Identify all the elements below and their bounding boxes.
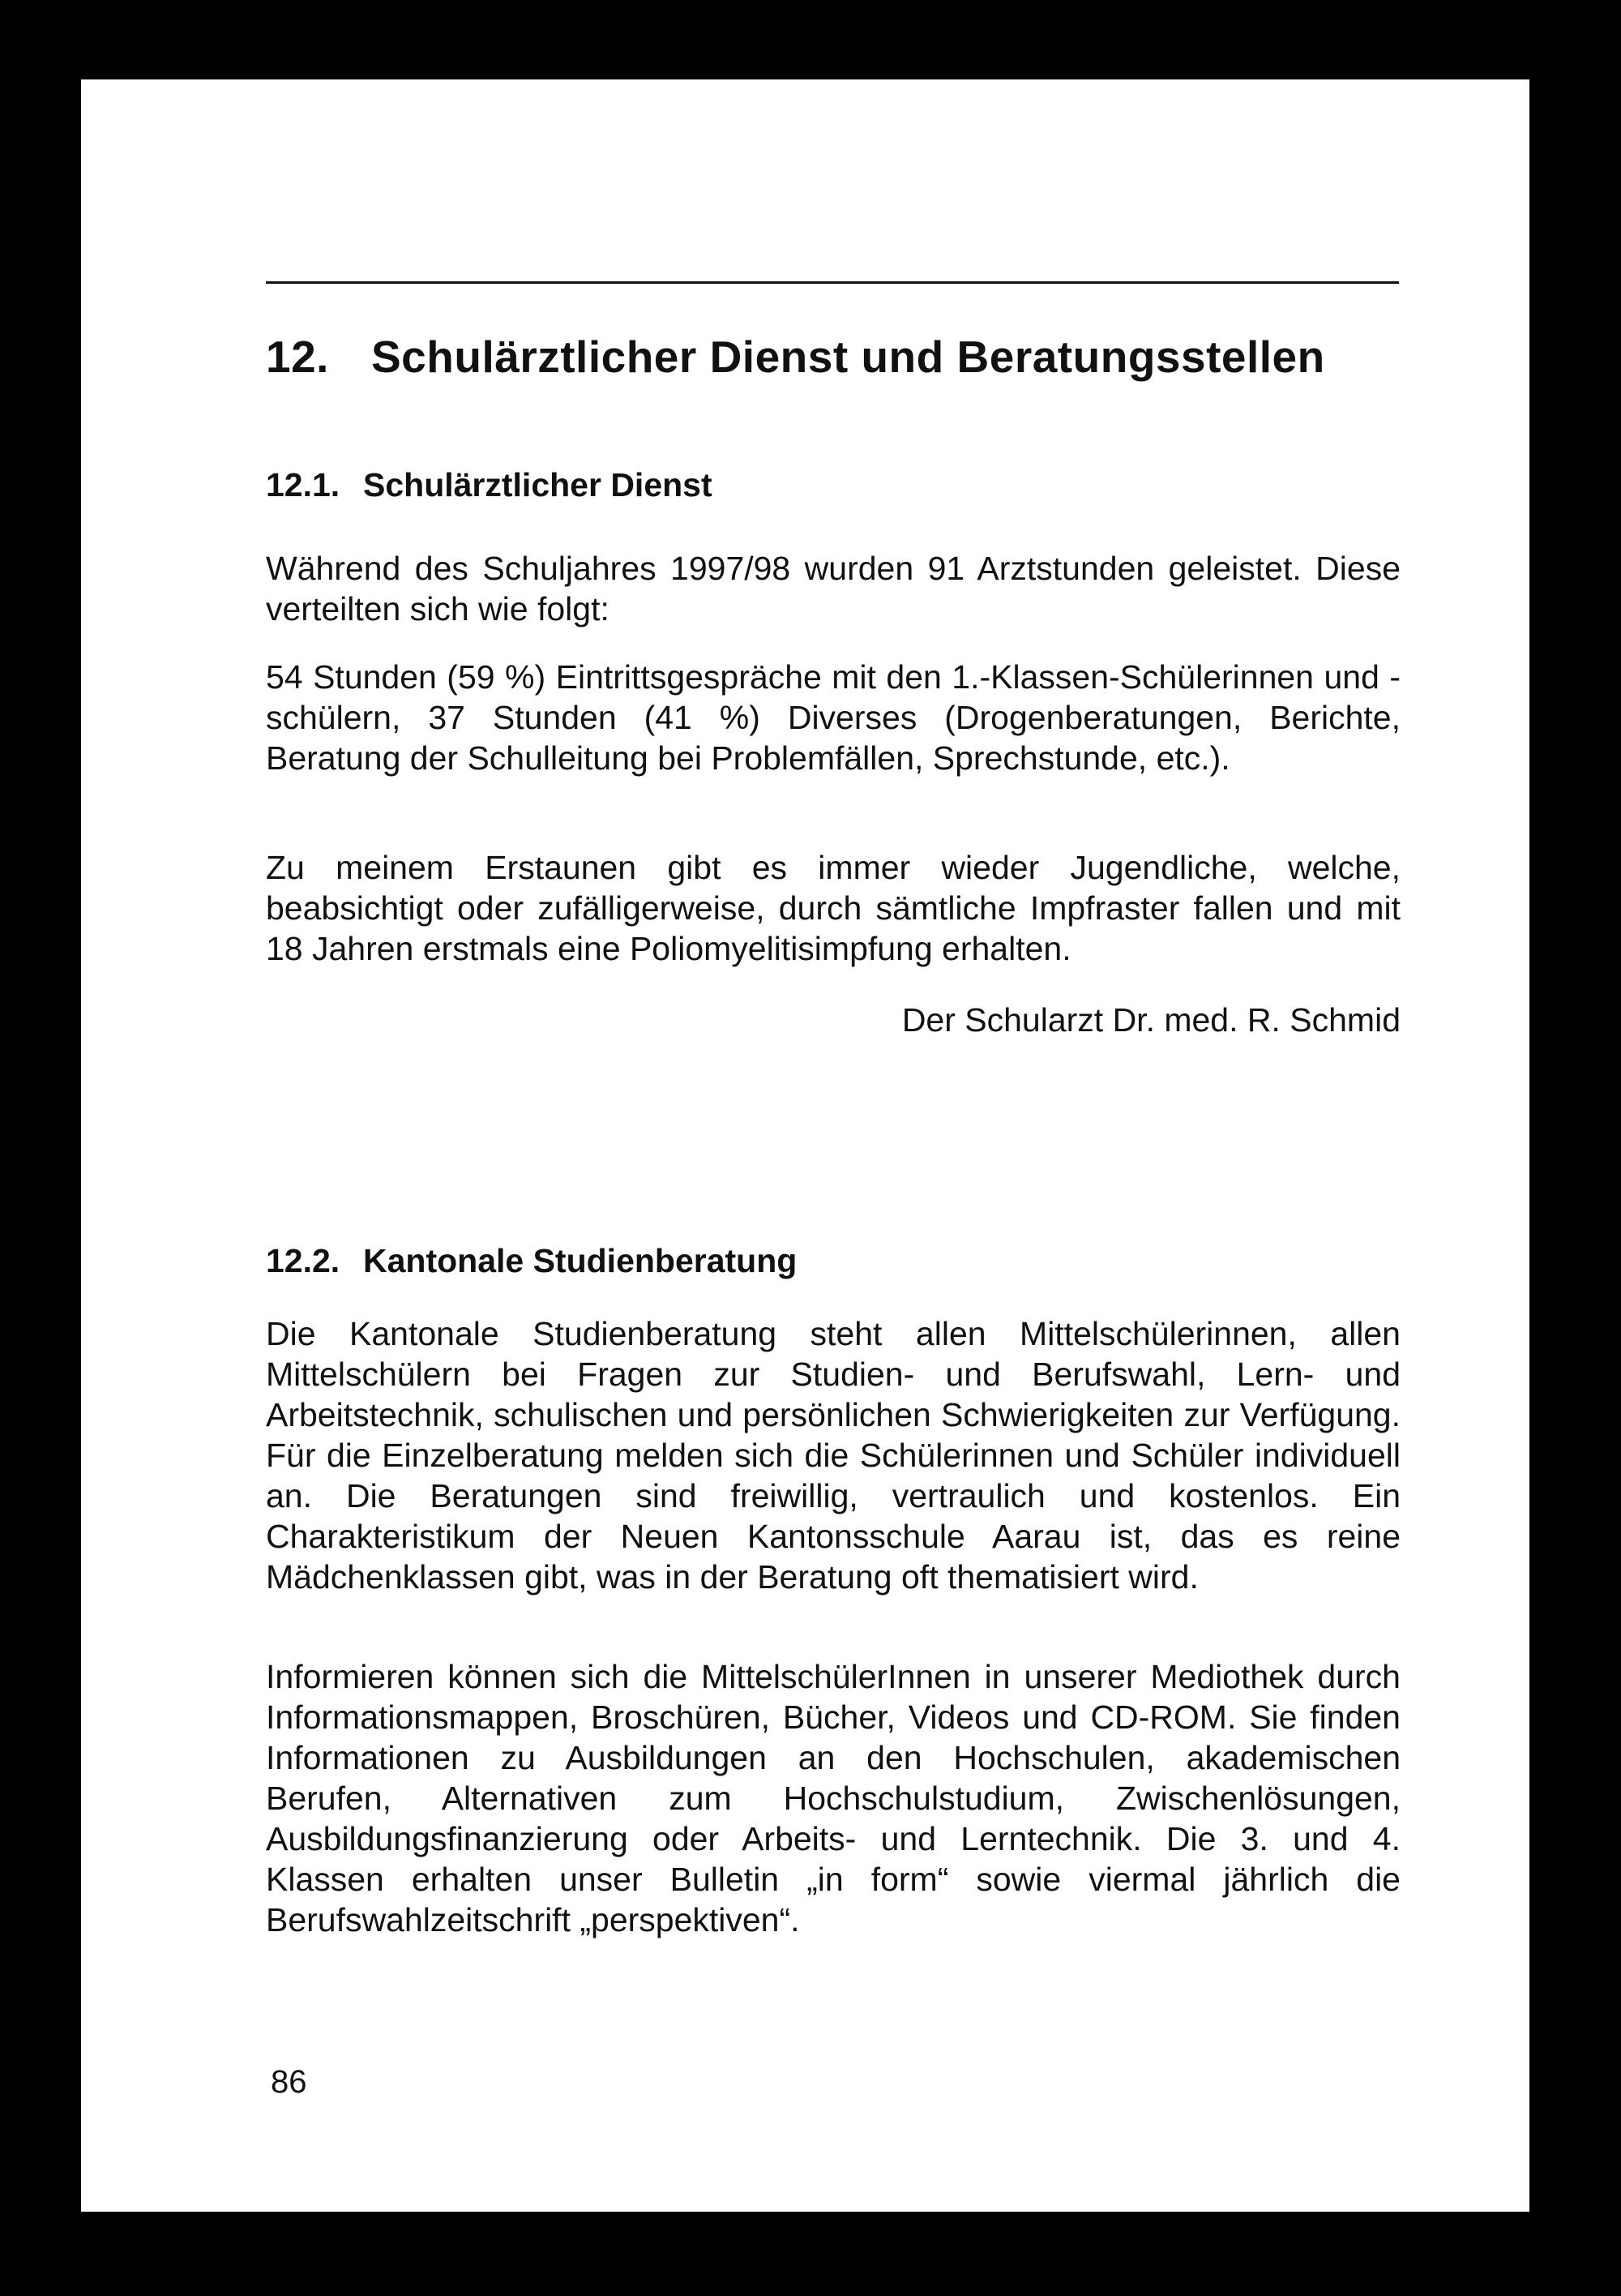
paragraph: Informieren können sich die MittelschülerInnen in unserer Mediothek durch Informationsmappen, Broschüren, Bücher, Videos und CD-ROM. Sie finden Informationen zu Ausbildungen an den Hochschulen, akademischen Berufen, Alternativen zum Hochschulstudium, Zwischenlösungen, Ausbildungsfinanzierung oder Arbeits- und Lerntechnik. Die 3. und 4. Klassen erhalten unser Bulletin „in form“ sowie viermal jährlich die Berufswahlzeitschrift „perspektiven“. (266, 1658, 1401, 1938)
page-number: 86 (271, 2064, 307, 2100)
section-number-1: 12.1. (266, 466, 340, 503)
paragraph: Während des Schuljahres 1997/98 wurden 91 Arztstunden geleistet. Diese verteilten sich wie folgt: (266, 550, 1401, 628)
chapter-heading (266, 331, 1325, 383)
section-title-1: Schulärztlicher Dienst (363, 466, 712, 503)
paragraph: 54 Stunden (59 %) Eintrittsgespräche mit den 1.-Klassen-Schülerinnen und -schülern, 37 Stunden (41 %) Diverses (Drogenberatungen, Berichte, Beratung der Schulleitung bei Problemfällen, Sprechstunde, etc.). (266, 658, 1401, 777)
document-page (81, 79, 1529, 2212)
signature: Der Schularzt Dr. med. R. Schmid (901, 1001, 1401, 1039)
section-heading-2 (266, 1242, 797, 1280)
header-rule (266, 281, 1399, 284)
section-title-2: Kantonale Studienberatung (363, 1242, 798, 1279)
chapter-title: Schulärztlicher Dienst und Beratungsstellen (371, 332, 1325, 382)
paragraph: Die Kantonale Studienberatung steht allen Mittelschülerinnen, allen Mittelschülern bei Fragen zur Studien- und Berufswahl, Lern- und Arbeitstechnik, schulischen und persönlichen Schwierigkeiten zur Verfügung. Für die Einzelberatung melden sich die Schülerinnen und Schüler individuell an. Die Beratungen sind freiwillig, vertraulich und kostenlos. Ein Charakteristikum der Neuen Kantonsschule Aarau ist, das es reine Mädchenklassen gibt, was in der Beratung oft thematisiert wird. (266, 1315, 1401, 1596)
section-heading-1 (266, 466, 712, 504)
chapter-number: 12. (266, 332, 329, 382)
paragraph: Zu meinem Erstaunen gibt es immer wieder Jugendliche, welche, beabsichtigt oder zufälligerweise, durch sämtliche Impfraster fallen und mit 18 Jahren erstmals eine Poliomyelitisimpfung erhalten. (266, 849, 1401, 967)
section-number-2: 12.2. (266, 1242, 340, 1279)
